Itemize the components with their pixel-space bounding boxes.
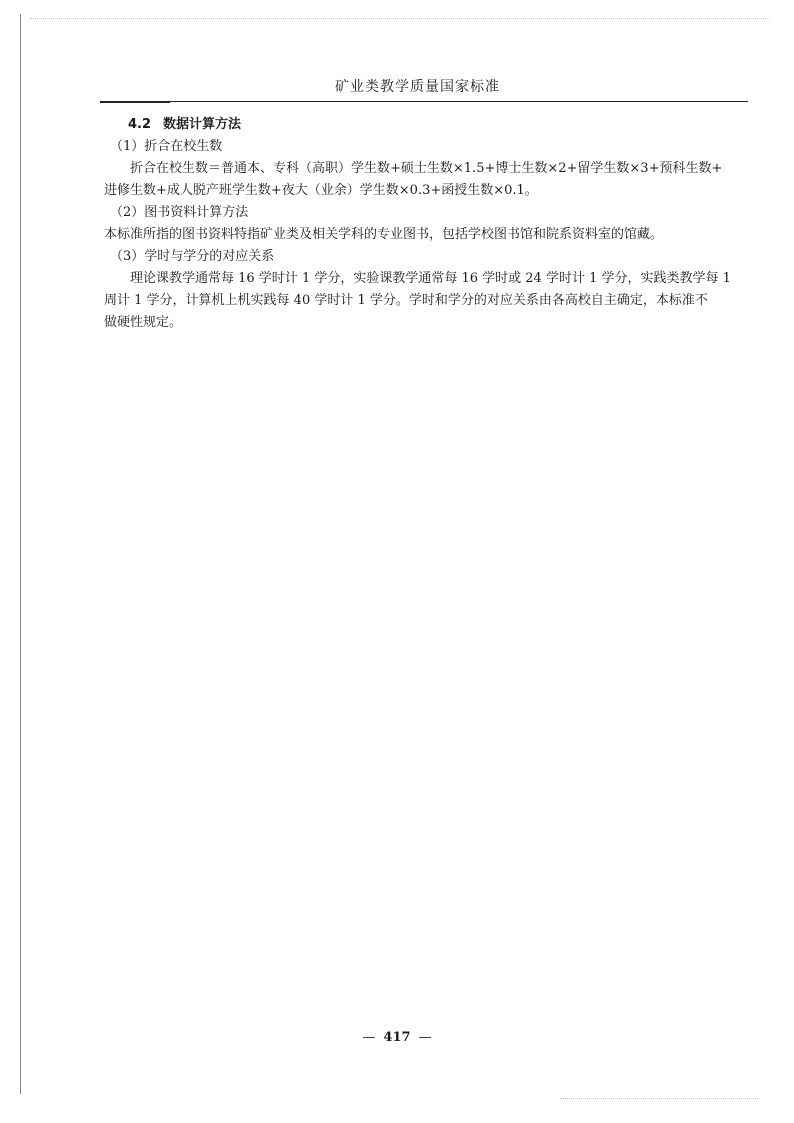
- body-content: [104, 114, 752, 334]
- header-title: 矿业类教学质量国家标准: [335, 79, 500, 95]
- footer-dash-right: —: [418, 1030, 432, 1045]
- header-rule: [100, 101, 748, 102]
- paragraph-line: 本标准所指的图书资料特指矿业类及相关学科的专业图书，包括学校图书馆和院系资料室的馆藏。: [104, 227, 664, 242]
- paragraph-line: 做硬性规定。: [104, 315, 183, 330]
- paragraph-line: 进修生数+成人脱产班学生数+夜大（业余）学生数×0.3+函授生数×0.1。: [104, 183, 538, 198]
- running-header: [100, 76, 748, 102]
- item-heading-1: （1）折合在校生数: [110, 139, 223, 154]
- page-footer: [0, 1030, 794, 1045]
- page-number: 417: [383, 1030, 411, 1045]
- scan-noise-bottom: [560, 1098, 760, 1100]
- header-rule-accent: [100, 101, 170, 103]
- scan-noise-top: [30, 18, 770, 20]
- paragraph-line: 理论课教学通常每 16 学时计 1 学分，实验课教学通常每 16 学时或 24 学时计 1 学分，实践类教学每 1: [130, 271, 731, 286]
- paragraph-line: 折合在校生数＝普通本、专科（高职）学生数+硕士生数×1.5+博士生数×2+留学生数×3+预科生数+: [130, 161, 723, 176]
- footer-dash-left: —: [362, 1030, 376, 1045]
- paragraph-line: 周计 1 学分，计算机上机实践每 40 学时计 1 学分。学时和学分的对应关系由各高校自主确定，本标准不: [104, 293, 708, 308]
- section-heading: [104, 114, 752, 136]
- scan-edge: [20, 14, 21, 1094]
- item-heading-3: （3）学时与学分的对应关系: [110, 249, 275, 264]
- section-number: 4.2: [128, 117, 152, 132]
- item-heading-2: （2）图书资料计算方法: [110, 205, 249, 220]
- section-title: 数据计算方法: [163, 117, 242, 132]
